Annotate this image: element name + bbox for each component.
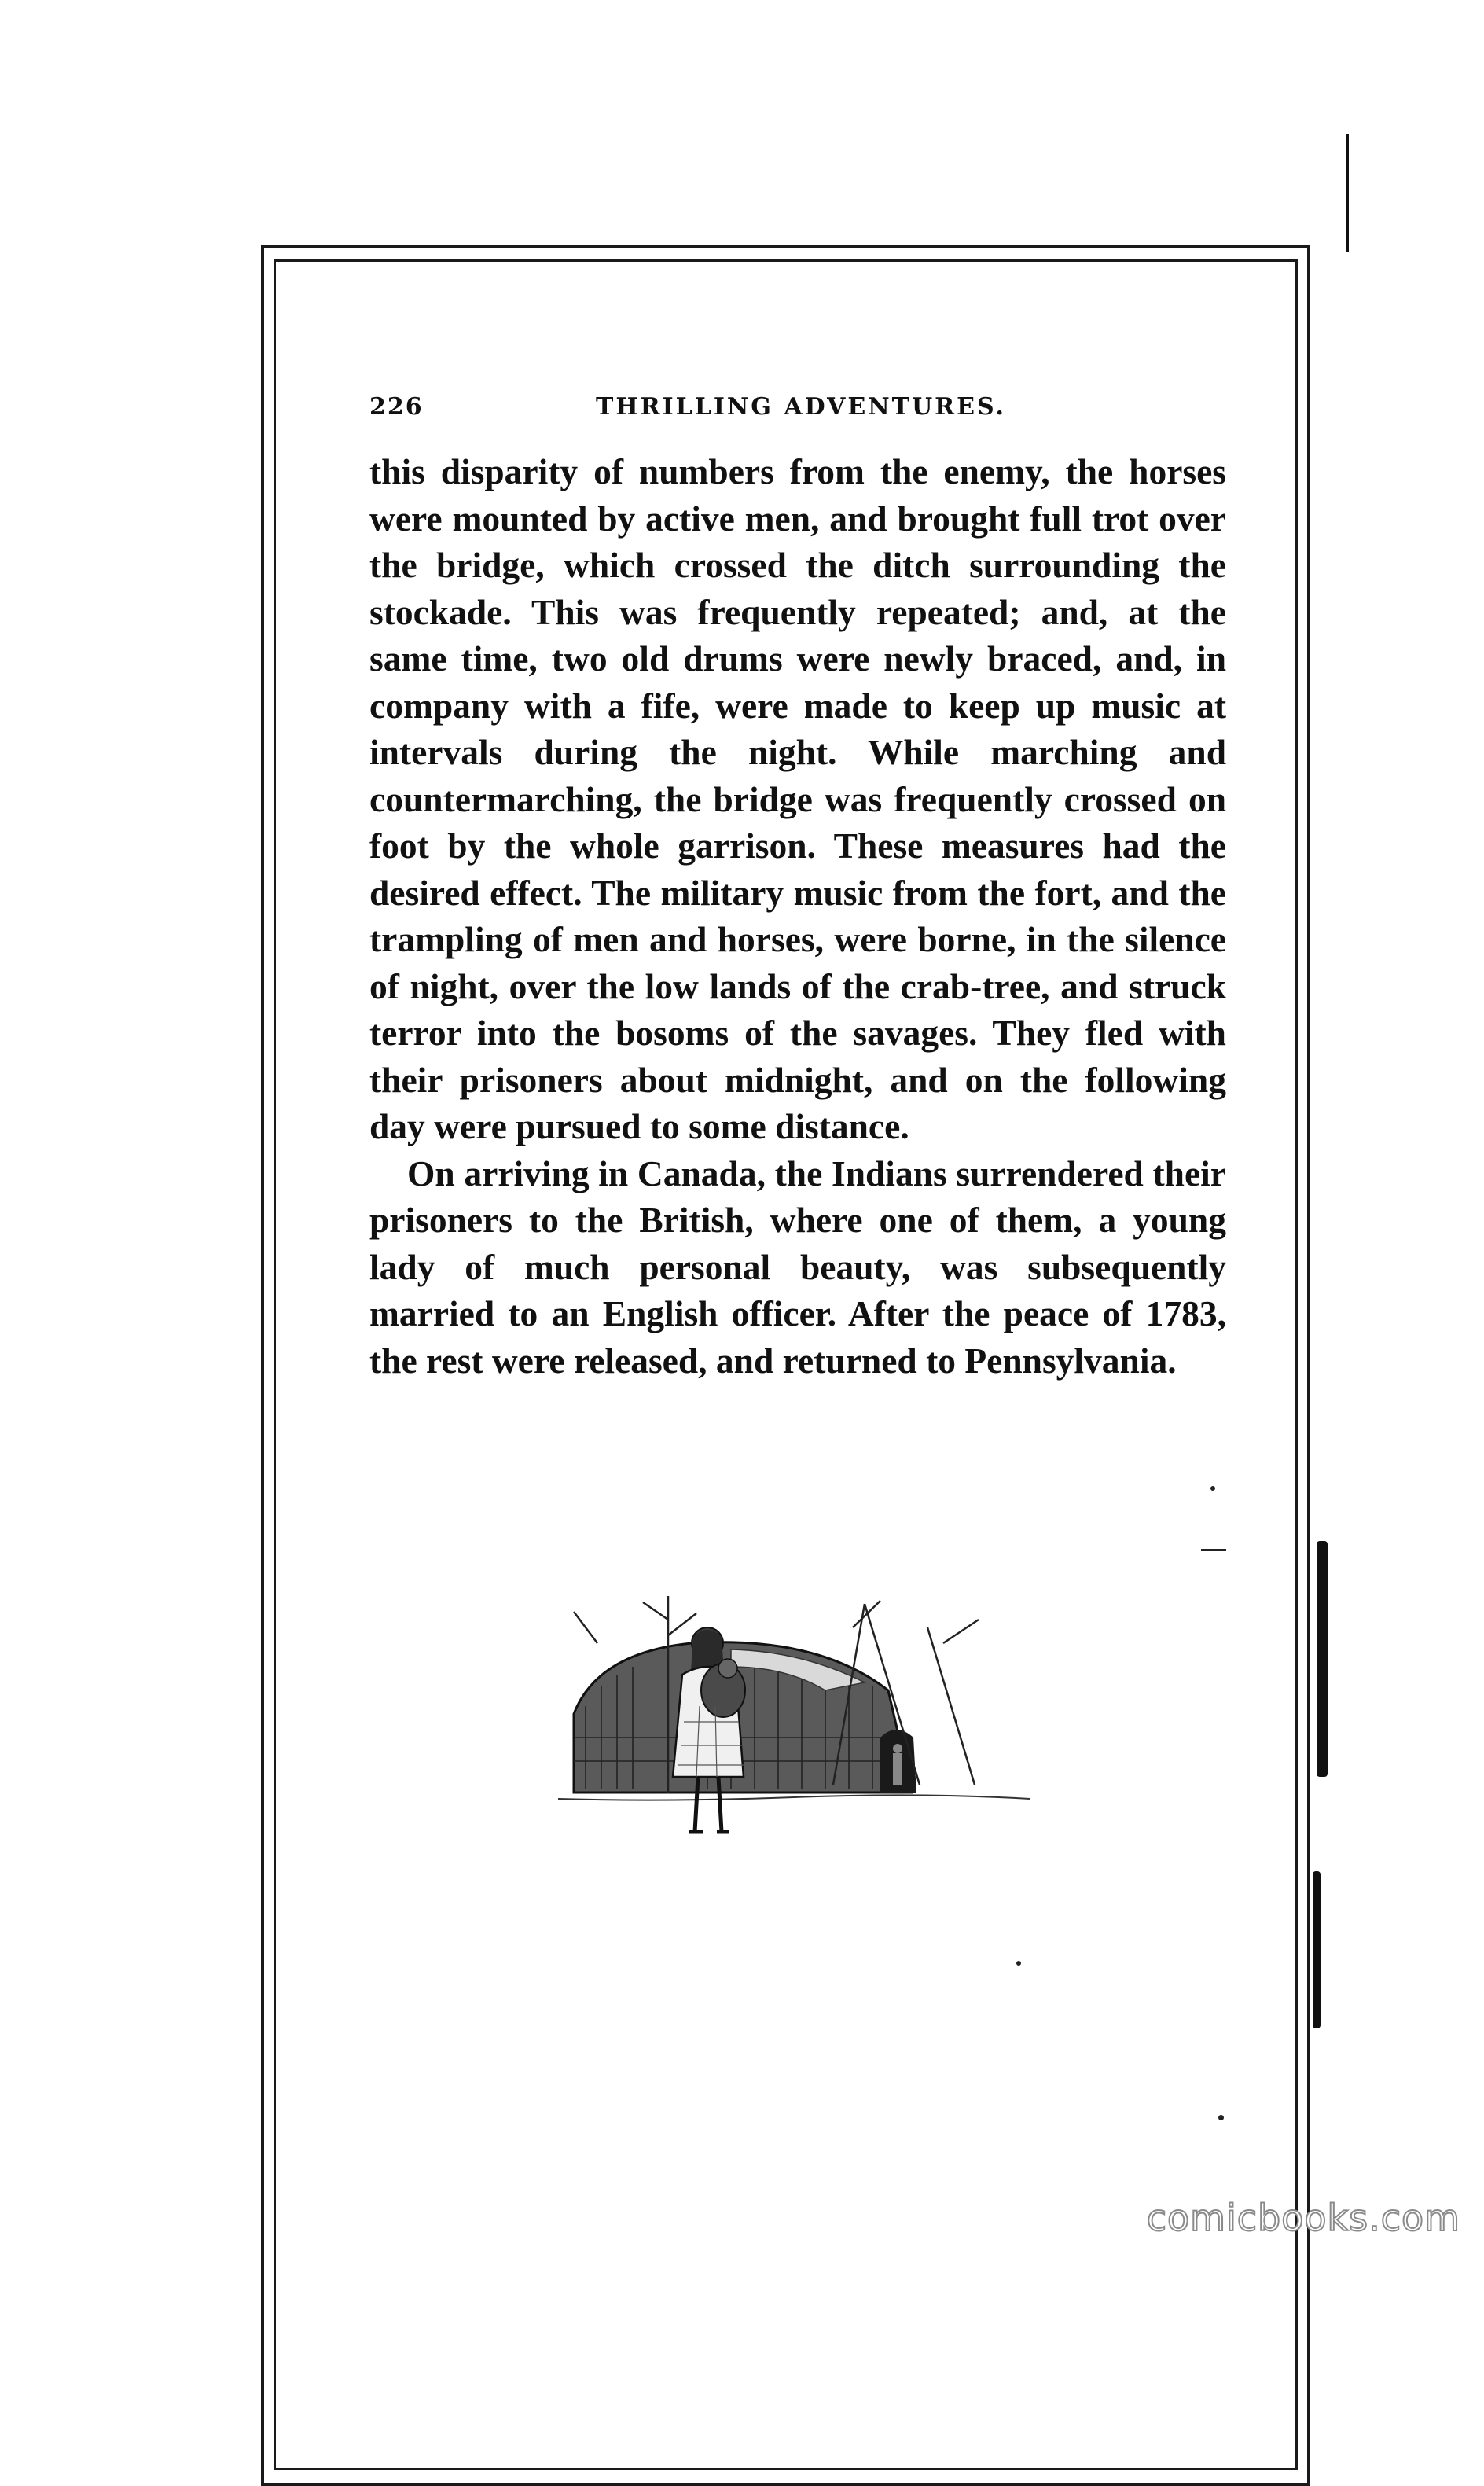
body-text xyxy=(369,448,1226,1384)
scan-edge-mark xyxy=(1346,134,1349,252)
running-head: THRILLING ADVENTURES. xyxy=(596,393,1006,421)
paragraph: this disparity of numbers from the enemy, the horses were mounted by active men, and brought full trot over the bridge, which crossed the ditch surrounding the stockade. This was frequently repeated; and, at the same time, two old drums were newly braced, and, in company with a fife, were made to keep up music at intervals during the night. While marching and countermarching, the bridge was frequently crossed on foot by the whole garrison. These measures had the desired effect. The military music from the fort, and the trampling of men and horses, were borne, in the silence of night, over the low lands of the crab-tree, and struck terror into the bosoms of the savages. They fled with their prisoners about midnight, and on the following day were pursued to some distance. xyxy=(369,451,1226,1146)
page-number: 226 xyxy=(369,393,424,421)
scan-speck xyxy=(1218,2115,1224,2120)
woodcut-illustration xyxy=(550,1596,1038,1887)
page-header xyxy=(369,393,1226,425)
paragraph: On arriving in Canada, the Indians surrendered their prisoners to the British, where one of them, a young lady of much personal beauty, was subsequently married to an English officer. After the peace of 1783, the rest were released, and returned to Pennsylvania. xyxy=(369,1153,1226,1381)
scan-edge-mark xyxy=(1313,1871,1321,2028)
watermark-logo: comicbooks.com xyxy=(1146,2197,1460,2239)
scan-speck xyxy=(1201,1549,1226,1551)
scan-speck xyxy=(1210,1486,1215,1491)
scan-edge-mark xyxy=(1317,1541,1328,1777)
scan-speck xyxy=(1016,1961,1021,1966)
